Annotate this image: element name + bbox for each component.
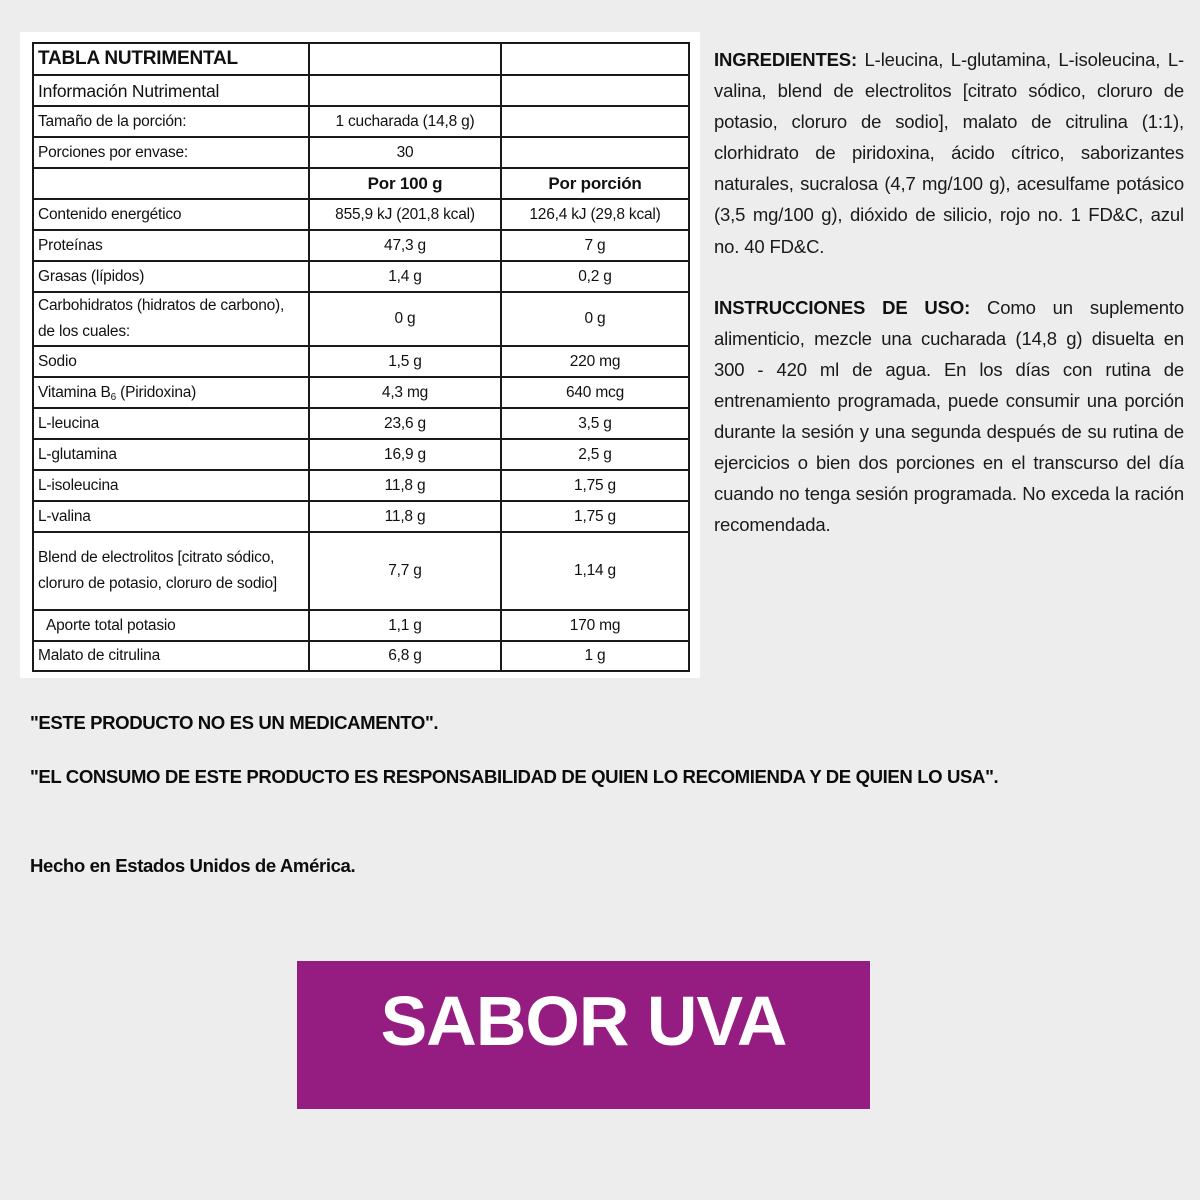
table-row [33, 261, 689, 292]
nutrient-per-serving: 2,5 g [501, 439, 689, 470]
nutrient-name-vitamin-b6: Vitamina $B_6$ (Piridoxina) [33, 377, 309, 408]
instructions-text: Como un suplemento alimenticio, mezcle una cucharada (14,8 g) disuelta en 300 - 420 ml de agua. En los días con rutina de entrenamiento programada, puede consumir una porción durante la sesión y una segunda después de su rutina de ejercicios o bien dos porciones en el transcurso del día cuando no tenga sesión programada. No exceda la ración recomendada. [714, 296, 1185, 536]
instructions-paragraph [714, 292, 1184, 541]
table-row [33, 346, 689, 377]
country-of-origin: Hecho en Estados Unidos de América. [30, 855, 356, 876]
nutrient-per-serving: 126,4 kJ (29,8 kcal) [501, 199, 689, 230]
nutrient-per-serving: 170 mg [501, 610, 689, 641]
nutrient-name: Grasas (lípidos) [33, 261, 309, 292]
responsibility-disclaimer: "EL CONSUMO DE ESTE PRODUCTO ES RESPONSABILIDAD DE QUIEN LO RECOMIENDA Y DE QUIEN LO USA". [30, 766, 999, 787]
nutrient-per-100g: 1,4 g [309, 261, 501, 292]
nutrient-per-serving: 7 g [501, 230, 689, 261]
nutrient-per-100g: 1,5 g [309, 346, 501, 377]
nutrient-name: L-valina [33, 501, 309, 532]
table-row [33, 470, 689, 501]
nutrient-per-100g: 11,8 g [309, 501, 501, 532]
table-subtitle-row [33, 75, 689, 106]
table-row [33, 501, 689, 532]
product-info-column [714, 44, 1184, 540]
servings-per-container-value: 30 [309, 137, 501, 168]
flavor-banner [297, 961, 870, 1109]
nutrient-per-100g: 1,1 g [309, 610, 501, 641]
nutrient-name: Sodio [33, 346, 309, 377]
ingredients-label: INGREDIENTES: [714, 49, 857, 70]
table-title: TABLA NUTRIMENTAL [33, 43, 309, 75]
serving-size-label: Tamaño de la porción: [33, 106, 309, 137]
table-row [33, 292, 689, 346]
nutrient-name: L-isoleucina [33, 470, 309, 501]
nutrient-name: L-leucina [33, 408, 309, 439]
nutrient-name: Malato de citrulina [33, 641, 309, 671]
ingredients-paragraph [714, 44, 1184, 262]
table-title-row [33, 43, 689, 75]
nutrient-per-100g: 0 g [309, 292, 501, 346]
serving-size-value: 1 cucharada (14,8 g) [309, 106, 501, 137]
instructions-label: INSTRUCCIONES DE USO: [714, 296, 971, 318]
nutrient-per-serving: 1 g [501, 641, 689, 671]
nutrient-per-serving: 0 g [501, 292, 689, 346]
nutrient-name: Aporte total potasio [33, 610, 309, 641]
table-subtitle: Información Nutrimental [33, 75, 309, 106]
table-row [33, 532, 689, 610]
servings-per-container-row [33, 137, 689, 168]
nutrient-per-serving: 1,75 g [501, 501, 689, 532]
nutrient-name: L-glutamina [33, 439, 309, 470]
nutrient-name: Proteínas [33, 230, 309, 261]
table-row [33, 439, 689, 470]
table-row [33, 408, 689, 439]
nutrient-per-100g: 16,9 g [309, 439, 501, 470]
nutrient-per-100g: 11,8 g [309, 470, 501, 501]
nutrient-per-serving: 1,75 g [501, 470, 689, 501]
nutrient-per-100g: 7,7 g [309, 532, 501, 610]
flavor-label: SABOR UVA [380, 982, 787, 1060]
table-row [33, 199, 689, 230]
table-row [33, 377, 689, 408]
nutrient-per-100g: 6,8 g [309, 641, 501, 671]
table-row [33, 230, 689, 261]
nutrient-name: Carbohidratos (hidratos de carbono), de los cuales: [33, 292, 309, 346]
nutrient-per-100g: 4,3 mg [309, 377, 501, 408]
servings-per-container-label: Porciones por envase: [33, 137, 309, 168]
nutrient-per-100g: 23,6 g [309, 408, 501, 439]
column-header-per-100g: Por 100 g [309, 168, 501, 199]
column-header-per-serving: Por porción [501, 168, 689, 199]
nutrient-per-100g: 855,9 kJ (201,8 kcal) [309, 199, 501, 230]
nutrient-per-serving: 640 mcg [501, 377, 689, 408]
nutrient-name: Blend de electrolitos [citrato sódico, cloruro de potasio, cloruro de sodio] [33, 532, 309, 610]
table-row [33, 641, 689, 671]
table-row [33, 610, 689, 641]
nutrient-per-serving: 0,2 g [501, 261, 689, 292]
column-header-row [33, 168, 689, 199]
nutrient-per-100g: 47,3 g [309, 230, 501, 261]
ingredients-text: L-leucina, L-glutamina, L-isoleucina, L-valina, blend de electrolitos [citrato sódico, cloruro de potasio, cloruro de sodio], malato de citrulina (1:1), clorhidrato de piridoxina, ácido cítrico, saborizantes naturales, sucralosa (4,7 mg/100 g), acesulfame potásico (3,5 mg/100 g), dióxido de silicio, rojo no. 1 FD&C, azul no. 40 FD&C. [714, 49, 1184, 257]
nutrient-name: Contenido energético [33, 199, 309, 230]
column-header-empty [33, 168, 309, 199]
nutrient-per-serving: 3,5 g [501, 408, 689, 439]
serving-size-row [33, 106, 689, 137]
nutrient-per-serving: 220 mg [501, 346, 689, 377]
not-medicine-disclaimer: "ESTE PRODUCTO NO ES UN MEDICAMENTO". [30, 712, 439, 733]
nutrient-per-serving: 1,14 g [501, 532, 689, 610]
nutrition-table [32, 42, 690, 672]
